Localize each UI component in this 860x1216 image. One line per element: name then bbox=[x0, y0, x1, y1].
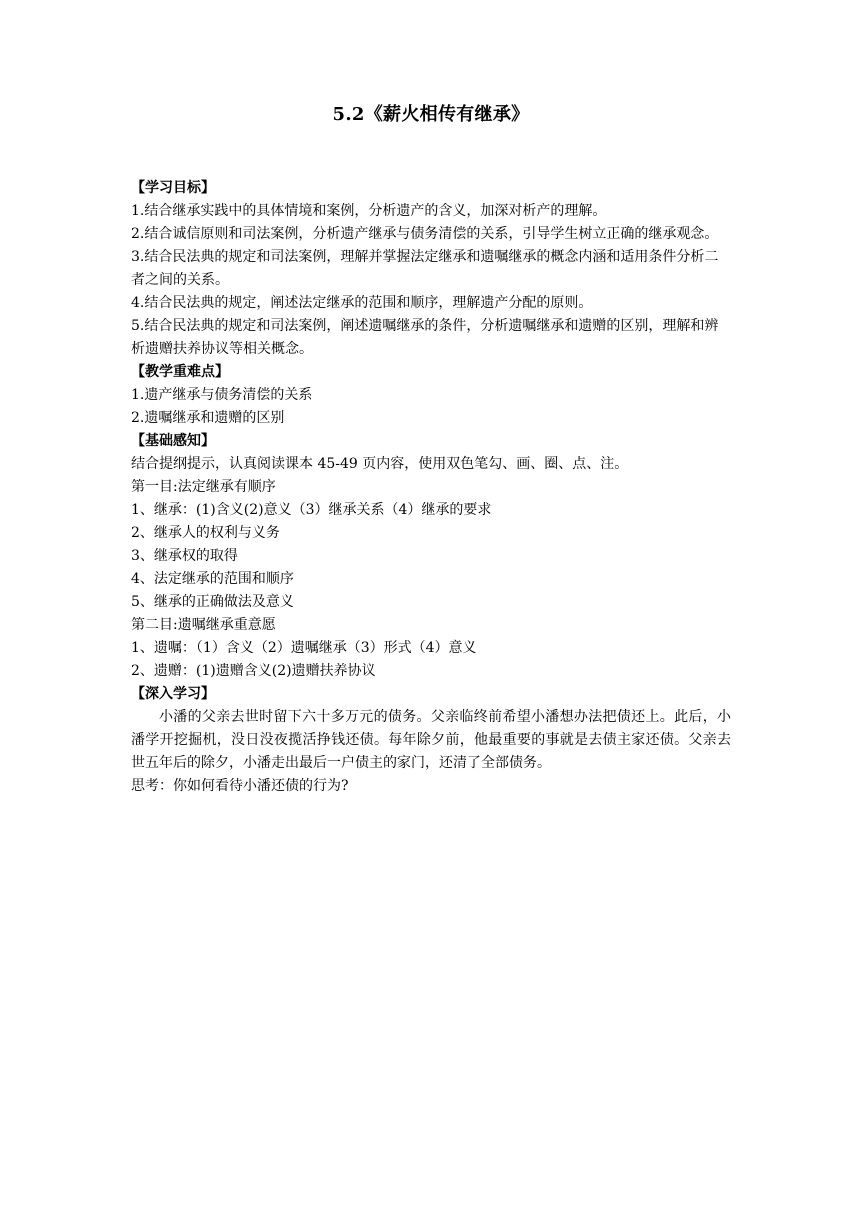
section1-item: 3、继承权的取得 bbox=[131, 548, 238, 564]
objectives-heading: 【学习目标】 bbox=[131, 180, 215, 196]
deep-learning-section bbox=[131, 683, 731, 798]
objectives-section bbox=[131, 177, 731, 361]
document-content bbox=[131, 100, 731, 798]
section1-item: 5、继承的正确做法及意义 bbox=[131, 594, 294, 610]
objective-item: 5.结合民法典的规定和司法案例，阐述遗嘱继承的条件，分析遗嘱继承和遗赠的区别，理解和辨析遗赠扶养协议等相关概念。 bbox=[131, 318, 719, 357]
basics-section bbox=[131, 430, 731, 683]
deep-learning-heading: 【深入学习】 bbox=[131, 686, 215, 702]
case-paragraph: 小潘的父亲去世时留下六十多万元的债务。父亲临终前希望小潘想办法把债还上。此后，小潘学开挖掘机，没日没夜揽活挣钱还债。每年除夕前，他最重要的事就是去债主家还债。父亲去世五年后的除夕，小潘走出最后一户债主的家门，还清了全部债务。 bbox=[131, 709, 731, 771]
think-question: 思考：你如何看待小潘还债的行为? bbox=[131, 778, 349, 794]
section1-item: 1、继承：(1)含义(2)意义（3）继承关系（4）继承的要求 bbox=[131, 502, 492, 518]
objective-item: 2.结合诚信原则和司法案例，分析遗产继承与债务清偿的关系，引导学生树立正确的继承观念。 bbox=[131, 226, 719, 242]
key-point-item: 1.遗产继承与债务清偿的关系 bbox=[131, 387, 313, 403]
key-points-heading: 【教学重难点】 bbox=[131, 364, 229, 380]
section1-item: 4、法定继承的范围和顺序 bbox=[131, 571, 294, 587]
section2-title: 第二目:遗嘱继承重意愿 bbox=[131, 617, 276, 633]
objective-item: 4.结合民法典的规定，阐述法定继承的范围和顺序，理解遗产分配的原则。 bbox=[131, 295, 593, 311]
basics-intro: 结合提纲提示，认真阅读课本 45-49 页内容，使用双色笔勾、画、圈、点、注。 bbox=[131, 456, 629, 472]
key-point-item: 2.遗嘱继承和遗赠的区别 bbox=[131, 410, 285, 426]
section2-item: 2、遗赠：(1)遗赠含义(2)遗赠扶养协议 bbox=[131, 663, 376, 679]
basics-heading: 【基础感知】 bbox=[131, 433, 215, 449]
section1-item: 2、继承人的权利与义务 bbox=[131, 525, 280, 541]
section2-item: 1、遗嘱：（1）含义（2）遗嘱继承（3）形式（4）意义 bbox=[131, 640, 477, 656]
key-points-section bbox=[131, 361, 731, 430]
page-title: 5.2《薪火相传有继承》 bbox=[332, 104, 530, 125]
objective-item: 3.结合民法典的规定和司法案例，理解并掌握法定继承和遗嘱继承的概念内涵和适用条件分析二者之间的关系。 bbox=[131, 249, 719, 288]
objective-item: 1.结合继承实践中的具体情境和案例，分析遗产的含义，加深对析产的理解。 bbox=[131, 203, 607, 219]
section1-title: 第一目:法定继承有顺序 bbox=[131, 479, 276, 495]
